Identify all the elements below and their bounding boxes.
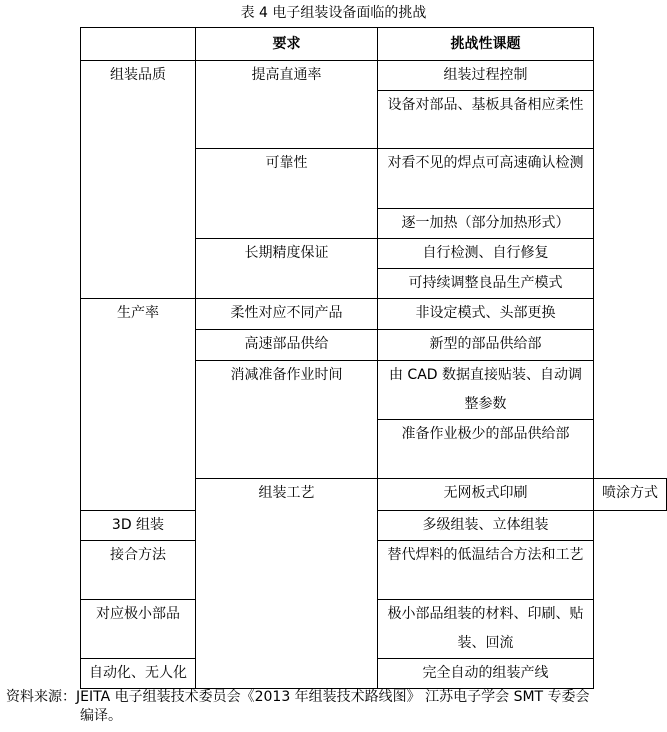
table-row bbox=[81, 61, 667, 91]
challenge-cell: 准备作业极少的部品供给部 bbox=[378, 420, 594, 479]
category-cell: 生产率 bbox=[81, 299, 196, 511]
challenge-cell: 逐一加热（部分加热形式） bbox=[378, 209, 594, 239]
footnote-line: 资料来源：JEITA 电子组装技术委员会《2013 年组装技术路线图》 江苏电子学会 SMT 专委会 bbox=[6, 689, 590, 705]
challenge-cell: 完全自动的组装产线 bbox=[378, 659, 594, 689]
requirement-cell: 自动化、无人化 bbox=[81, 659, 196, 689]
challenge-cell: 设备对部品、基板具备相应柔性 bbox=[378, 91, 594, 149]
challenge-cell: 自行检测、自行修复 bbox=[378, 239, 594, 269]
requirement-cell: 提高直通率 bbox=[196, 61, 378, 149]
requirement-cell: 3D 组装 bbox=[81, 511, 196, 541]
table-row bbox=[81, 299, 667, 330]
source-footnote bbox=[6, 688, 662, 726]
challenges-table bbox=[80, 27, 667, 689]
challenge-cell: 可持续调整良品生产模式 bbox=[378, 269, 594, 299]
footnote-line: 编译。 bbox=[80, 708, 122, 724]
table-caption: 表 4 电子组装设备面临的挑战 bbox=[240, 5, 427, 21]
requirement-cell: 长期精度保证 bbox=[196, 239, 378, 299]
challenge-cell: 喷涂方式 bbox=[594, 479, 667, 511]
requirement-cell: 消减准备作业时间 bbox=[196, 361, 378, 479]
requirement-cell: 高速部品供给 bbox=[196, 330, 378, 361]
header-category bbox=[81, 28, 196, 61]
challenge-cell: 极小部品组装的材料、印刷、贴装、回流 bbox=[378, 600, 594, 659]
challenge-cell: 由 CAD 数据直接贴装、自动调整参数 bbox=[378, 361, 594, 420]
requirement-cell: 无网板式印刷 bbox=[378, 479, 594, 511]
challenge-cell: 非设定模式、头部更换 bbox=[378, 299, 594, 330]
category-cell: 组装品质 bbox=[81, 61, 196, 299]
header-challenge: 挑战性课题 bbox=[378, 28, 594, 61]
requirement-cell: 对应极小部品 bbox=[81, 600, 196, 659]
challenge-cell: 新型的部品供给部 bbox=[378, 330, 594, 361]
requirement-cell: 接合方法 bbox=[81, 541, 196, 600]
requirement-cell: 可靠性 bbox=[196, 149, 378, 239]
category-cell: 组装工艺 bbox=[196, 479, 378, 689]
challenge-cell: 对看不见的焊点可高速确认检测 bbox=[378, 149, 594, 209]
header-requirement: 要求 bbox=[196, 28, 378, 61]
requirement-cell: 柔性对应不同产品 bbox=[196, 299, 378, 330]
header-row bbox=[81, 28, 667, 61]
challenge-cell: 替代焊料的低温结合方法和工艺 bbox=[378, 541, 594, 600]
challenge-cell: 多级组装、立体组装 bbox=[378, 511, 594, 541]
challenge-cell: 组装过程控制 bbox=[378, 61, 594, 91]
